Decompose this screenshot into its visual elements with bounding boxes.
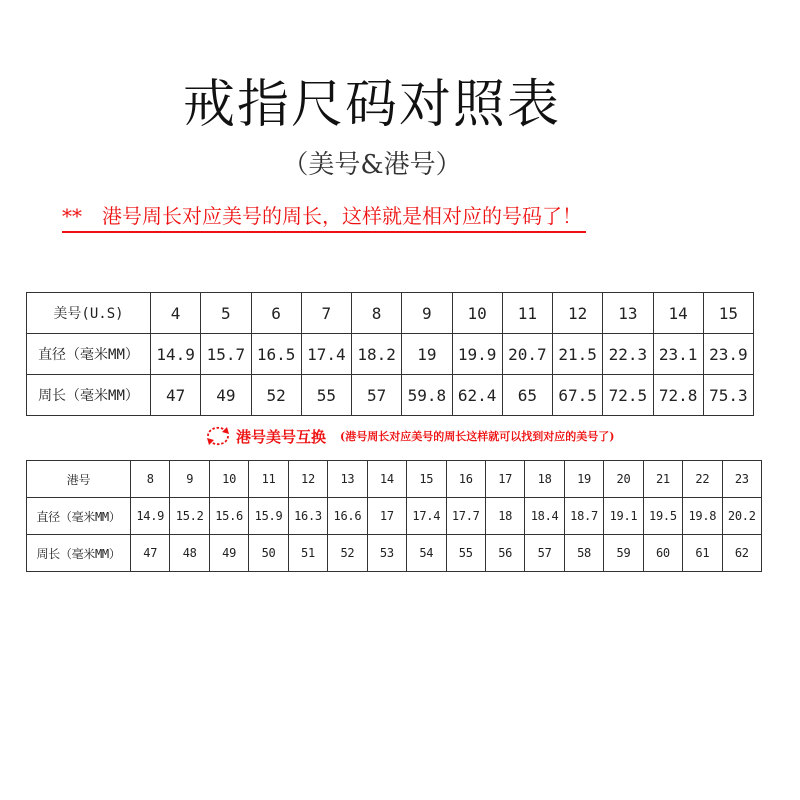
table-cell: 12: [553, 293, 603, 334]
hk-size-table: [26, 460, 762, 572]
table-cell: 5: [201, 293, 251, 334]
table-cell: 72.5: [603, 375, 653, 416]
table-cell: 49: [209, 535, 248, 572]
us-size-row: [27, 293, 754, 334]
table-cell: 47: [131, 535, 170, 572]
table-cell: 19: [402, 334, 452, 375]
table-cell: 59.8: [402, 375, 452, 416]
table-cell: 11: [249, 461, 288, 498]
table-cell: 22.3: [603, 334, 653, 375]
table-cell: 18.7: [564, 498, 603, 535]
table-cell: 19.5: [643, 498, 682, 535]
table-cell: 8: [352, 293, 402, 334]
table-cell: 14.9: [151, 334, 201, 375]
table-cell: 19.8: [683, 498, 722, 535]
table-cell: 15.9: [249, 498, 288, 535]
table-cell: 22: [683, 461, 722, 498]
table-cell: 19: [564, 461, 603, 498]
table-cell: 10: [452, 293, 502, 334]
table-cell: 23: [722, 461, 761, 498]
page-subtitle: （美号&港号）: [282, 150, 462, 180]
table-cell: 62: [722, 535, 761, 572]
diameter-row: [27, 334, 754, 375]
table-cell: 54: [407, 535, 446, 572]
table-cell: 62.4: [452, 375, 502, 416]
table-cell: 18.4: [525, 498, 564, 535]
table-cell: 56: [485, 535, 524, 572]
table-cell: 19.1: [604, 498, 643, 535]
table-cell: 8: [131, 461, 170, 498]
table-cell: 61: [683, 535, 722, 572]
table-cell: 17.7: [446, 498, 485, 535]
table-cell: 18: [525, 461, 564, 498]
table-cell: 16: [446, 461, 485, 498]
table-cell: 20.2: [722, 498, 761, 535]
table-cell: 16.5: [251, 334, 301, 375]
red-note: ** 港号周长对应美号的周长，这样就是相对应的号码了！: [62, 200, 586, 233]
table-cell: 75.3: [703, 375, 753, 416]
table-cell: 52: [328, 535, 367, 572]
table-cell: 49: [201, 375, 251, 416]
table-cell: 57: [352, 375, 402, 416]
table-cell: 7: [301, 293, 351, 334]
table-cell: 9: [170, 461, 209, 498]
table-cell: 14.9: [131, 498, 170, 535]
table-cell: 23.1: [653, 334, 703, 375]
table-cell: 17.4: [301, 334, 351, 375]
table-cell: 58: [564, 535, 603, 572]
table-cell: 21.5: [553, 334, 603, 375]
table-cell: 13: [603, 293, 653, 334]
table-cell: 52: [251, 375, 301, 416]
table-cell: 20.7: [502, 334, 552, 375]
table-cell: 65: [502, 375, 552, 416]
table-cell: 51: [288, 535, 327, 572]
table-cell: 50: [249, 535, 288, 572]
table-cell: 59: [604, 535, 643, 572]
table-cell: 6: [251, 293, 301, 334]
exchange-description: (港号周长对应美号的周长这样就可以找到对应的美号了): [340, 430, 615, 443]
table-cell: 17: [367, 498, 406, 535]
table-cell: 23.9: [703, 334, 753, 375]
circumference-row: [27, 375, 754, 416]
table-cell: 9: [402, 293, 452, 334]
table-cell: 12: [288, 461, 327, 498]
page-title: 戒指尺码对照表: [182, 75, 561, 135]
table-cell: 15.7: [201, 334, 251, 375]
circumference-row: [27, 535, 762, 572]
table-cell: 10: [209, 461, 248, 498]
table-cell: 15: [703, 293, 753, 334]
us-size-table: [26, 292, 754, 416]
table-cell: 15.2: [170, 498, 209, 535]
size-exchange-banner: [204, 424, 614, 448]
table-cell: 4: [151, 293, 201, 334]
row-header: 周长（毫米MM）: [27, 375, 151, 416]
table-cell: 11: [502, 293, 552, 334]
table-cell: 47: [151, 375, 201, 416]
table-cell: 18.2: [352, 334, 402, 375]
table-cell: 57: [525, 535, 564, 572]
hk-size-row: [27, 461, 762, 498]
table-cell: 15.6: [209, 498, 248, 535]
table-cell: 20: [604, 461, 643, 498]
row-header: 美号(U.S): [27, 293, 151, 334]
table-cell: 55: [446, 535, 485, 572]
table-cell: 14: [653, 293, 703, 334]
table-cell: 17.4: [407, 498, 446, 535]
table-cell: 15: [407, 461, 446, 498]
table-cell: 16.3: [288, 498, 327, 535]
table-cell: 16.6: [328, 498, 367, 535]
table-cell: 14: [367, 461, 406, 498]
table-cell: 18: [485, 498, 524, 535]
table-cell: 72.8: [653, 375, 703, 416]
table-cell: 19.9: [452, 334, 502, 375]
diameter-row: [27, 498, 762, 535]
row-header: 直径（毫米MM）: [27, 334, 151, 375]
row-header: 直径（毫米MM）: [27, 498, 131, 535]
table-cell: 13: [328, 461, 367, 498]
table-cell: 48: [170, 535, 209, 572]
row-header: 港号: [27, 461, 131, 498]
table-cell: 53: [367, 535, 406, 572]
cycle-arrows-icon: [204, 424, 232, 448]
table-cell: 17: [485, 461, 524, 498]
table-cell: 60: [643, 535, 682, 572]
table-cell: 55: [301, 375, 351, 416]
table-cell: 21: [643, 461, 682, 498]
row-header: 周长（毫米MM）: [27, 535, 131, 572]
exchange-label: 港号美号互换: [236, 427, 327, 446]
table-cell: 67.5: [553, 375, 603, 416]
